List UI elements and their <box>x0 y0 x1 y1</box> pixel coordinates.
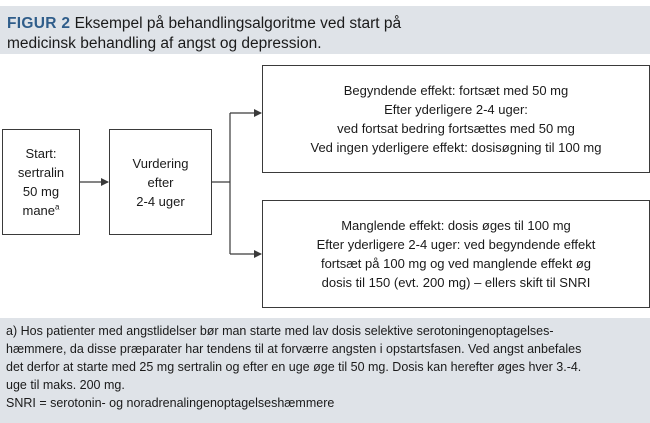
start-box-last-line <box>18 201 64 220</box>
figure-header <box>0 6 650 54</box>
figure-notes <box>0 318 650 423</box>
figure-title-line2: medicinsk behandling af angst og depression. <box>7 35 322 52</box>
start-box-line: 50 mg <box>22 184 60 199</box>
figure-title-line1: Eksempel på behandlingsalgoritme ved start på <box>74 15 402 32</box>
figure-label: FIGUR 2 <box>7 15 71 32</box>
no-effect-box-line: dosis til 150 (evt. 200 mg) – ellers skift til SNRI <box>321 275 591 290</box>
footnote-line: det derfor at starte med 25 mg sertralin og efter en uge øge til 50 mg. Dosis kan herefter øges hver 3.-4. <box>6 360 582 374</box>
abbreviation-line: SNRI = serotonin- og noradrenalingenoptagelseshæmmere <box>6 396 335 410</box>
evaluation-box-line: efter <box>147 174 174 190</box>
footnote-line: a) Hos patienter med angstlidelser bør man starte med lav dosis selektive serotoningenoptagelses- <box>6 324 554 338</box>
start-box <box>2 129 80 235</box>
no-effect-box-line: Manglende effekt: dosis øges til 100 mg <box>341 218 571 233</box>
effect-box <box>262 65 650 173</box>
footnote-marker: a <box>55 202 60 212</box>
footnote-line: hæmmere, da disse præparater har tendens til at forværre angsten i opstartsfasen. Ved angst anbefales <box>6 342 582 356</box>
start-box-mane: mane <box>22 203 56 218</box>
footnote-line: uge til maks. 200 mg. <box>6 378 125 392</box>
no-effect-box-line: fortsæt på 100 mg og ved manglende effekt øg <box>320 256 592 271</box>
effect-box-line: Ved ingen yderligere effekt: dosisøgning til 100 mg <box>310 140 602 155</box>
effect-box-line: Efter yderligere 2-4 uger: <box>384 102 528 117</box>
start-box-line: Start: <box>25 146 57 161</box>
treatment-algorithm-diagram <box>0 54 650 304</box>
evaluation-box <box>109 129 212 235</box>
no-effect-box <box>262 200 650 308</box>
effect-box-line: Begyndende effekt: fortsæt med 50 mg <box>343 83 569 98</box>
evaluation-box-line: 2-4 uger <box>136 193 185 209</box>
evaluation-box-line: Vurdering <box>132 155 189 171</box>
figure-title <box>7 14 637 54</box>
no-effect-box-line: Efter yderligere 2-4 uger: ved begyndende effekt <box>316 237 596 252</box>
start-box-line: sertralin <box>17 165 65 180</box>
effect-box-line: ved fortsat bedring fortsættes med 50 mg <box>337 121 575 136</box>
